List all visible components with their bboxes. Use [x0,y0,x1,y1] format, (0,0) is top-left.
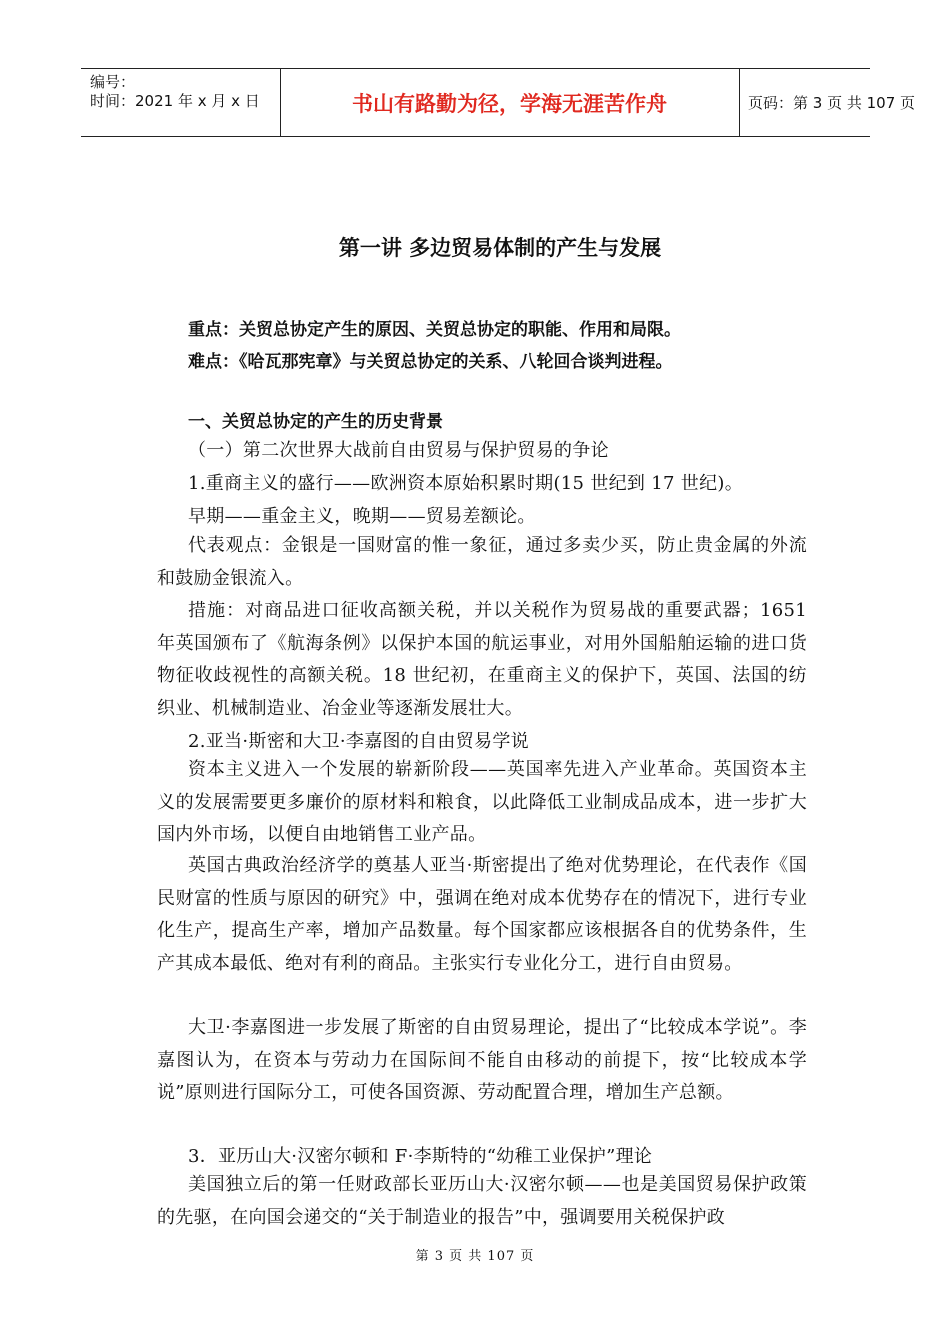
paragraph: 大卫·李嘉图进一步发展了斯密的自由贸易理论，提出了“比较成本学说”。李嘉图认为，在资本与劳动力在国际间不能自由移动的前提下，按“比较成本学说”原则进行国际分工，可使各国资源、劳动配置合理，增加生产总额。 [157,1017,807,1104]
paragraph: 资本主义进入一个发展的崭新阶段——英国率先进入产业革命。英国资本主义的发展需要更多廉价的原材料和粮食，以此降低工业制成品成本，进一步扩大国内外市场，以便自由地销售工业产品。 [157,759,807,846]
list-item: 2.亚当·斯密和大卫·李嘉图的自由贸易学说 [188,731,529,752]
subsection-heading: （一）第二次世界大战前自由贸易与保护贸易的争论 [188,440,609,461]
page-info: 页码：第 3 页 共 107 页 [748,94,916,112]
header-meta-cell [81,69,280,136]
list-item: 早期——重金主义，晚期——贸易差额论。 [188,506,536,527]
lecture-title: 第一讲 多边贸易体制的产生与发展 [338,236,662,260]
number-label: 编号： [90,73,136,91]
header-table [81,68,916,137]
motto: 书山有路勤为径，学海无涯苦作舟 [352,91,667,116]
header-divider [739,69,740,136]
paragraph: 代表观点：金银是一国财富的惟一象征，通过多卖少买，防止贵金属的外流和鼓励金银流入。 [157,535,807,589]
paragraph: 英国古典政治经济学的奠基人亚当·斯密提出了绝对优势理论，在代表作《国民财富的性质与原因的研究》中，强调在绝对成本优势存在的情况下，进行专业化生产，提高生产率，增加产品数量。每个国家都应该根据各自的优势条件，生产其成本最低、绝对有利的商品。主张实行专业化分工，进行自由贸易。 [157,855,807,974]
difficulties: 难点：《哈瓦那宪章》与关贸总协定的关系、八轮回合谈判进程。 [188,352,673,372]
date-label: 时间：2021 年 x 月 x 日 [90,92,260,110]
paragraph: 措施：对商品进口征收高额关税，并以关税作为贸易战的重要武器；1651 年英国颁布了《航海条例》以保护本国的航运事业，对用外国船舶运输的进口货物征收歧视性的高额关税。18 世纪初，在重商主义的保护下，英国、法国的纺织业、机械制造业、冶金业等逐渐发展壮大。 [157,600,807,719]
key-points: 重点：关贸总协定产生的原因、关贸总协定的职能、作用和局限。 [188,320,681,340]
list-item: 3．亚历山大·汉密尔顿和 F·李斯特的“幼稚工业保护”理论 [188,1146,653,1167]
page-footer: 第 3 页 共 107 页 [415,1249,535,1264]
section-heading: 一、关贸总协定的产生的历史背景 [188,412,443,432]
list-item: 1.重商主义的盛行——欧洲资本原始积累时期(15 世纪到 17 世纪)。 [188,473,743,494]
paragraph: 美国独立后的第一任财政部长亚历山大·汉密尔顿——也是美国贸易保护政策的先驱，在向国会递交的“关于制造业的报告”中，强调要用关税保护政 [157,1174,807,1228]
